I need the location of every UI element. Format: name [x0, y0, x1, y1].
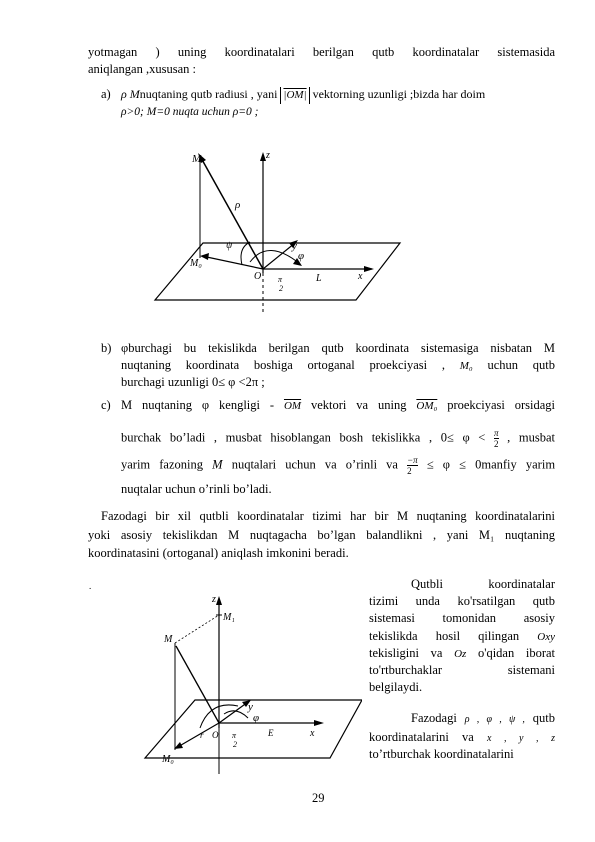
m0-symbol: M₀	[459, 360, 473, 372]
dot-mark: .	[89, 581, 92, 591]
m-to-m1	[175, 615, 219, 643]
fig1-label-two: 2	[279, 284, 283, 293]
right-line-9	[369, 729, 555, 747]
neg-pi-over-2-fraction	[407, 455, 418, 476]
para2-line-1: Fazodagi bir xil qutbli koordinatalar tizimi har bir M nuqtaning koordinatalarini	[101, 509, 555, 523]
om0-vector-symbol: OM₀	[416, 400, 438, 412]
frac-den-2: 2	[407, 466, 412, 476]
frac-num-2: −π	[407, 455, 418, 465]
fig2-label-m1: M₁	[223, 612, 235, 623]
fig2-label-o: O	[212, 730, 219, 740]
right-line-1: Qutbli koordinatalar	[411, 577, 555, 591]
fig2-label-e: E	[268, 728, 274, 738]
item-c-text-h: ≤ φ ≤ 0manfiy yarim	[426, 457, 556, 472]
fig2-label-y: y	[248, 701, 253, 713]
page-number: 29	[312, 791, 325, 805]
fig1-label-rho: ρ	[235, 199, 241, 211]
item-b-marker: b)	[101, 341, 112, 355]
right-line-8-text: Fazodagi	[411, 711, 457, 725]
x-axis-arrow-2	[314, 720, 324, 726]
item-c-text-c: proekciyasi orsidagi	[447, 398, 556, 412]
base-plane-2	[145, 700, 362, 758]
item-b-text-b: uchun qutb	[487, 358, 556, 372]
fig2-label-m: M	[164, 634, 173, 645]
fig1-label-l: L	[316, 273, 322, 284]
fig2-label-x: x	[310, 728, 315, 739]
y-axis	[263, 243, 295, 269]
fig1-label-x: x	[358, 271, 363, 282]
right-line-8	[411, 710, 555, 728]
om-vector-2	[176, 646, 219, 723]
frac-den: 2	[493, 439, 499, 449]
fig1-label-psi: ψ	[226, 240, 233, 251]
rho-m-symbol: ρ M	[121, 87, 140, 101]
right-line-7: belgilaydi.	[369, 680, 423, 694]
fig2-label-m0: M₀	[162, 754, 174, 765]
figure-polar-coordinates-1	[150, 148, 402, 318]
item-b-line-2	[121, 357, 555, 375]
item-c-line-2	[121, 428, 555, 449]
item-c-line-3	[121, 455, 555, 476]
right-line-3: sistemasi tomonidan asosiy	[369, 611, 555, 625]
coords-symbol: ρ , φ , ψ ,	[464, 714, 525, 725]
fig1-label-pi: π	[278, 275, 283, 284]
figure-polar-coordinates-2	[140, 588, 362, 778]
para2-line-2: yoki asosiy tekislikdan M nuqtagacha bo’lgan balandlikni , yani M₁ nuqtaning	[88, 528, 555, 542]
om-vector-symbol: $\overline{OM}$	[283, 400, 302, 412]
pi-over-2-fraction	[494, 428, 499, 449]
frac-num: π	[493, 428, 499, 438]
fig2-label-phi: φ	[253, 712, 260, 724]
item-c-line-1	[121, 397, 555, 415]
item-a-line-1	[121, 86, 485, 104]
item-c-marker: c)	[101, 398, 111, 412]
om-vector-norm: |OM|	[280, 87, 309, 104]
item-c-text-e: , musbat	[507, 430, 556, 445]
right-line-5-tail: o'qidan iborat	[477, 646, 556, 660]
fig1-label-m: M	[192, 153, 202, 165]
fig2-label-pi: π	[232, 731, 237, 740]
z-axis-arrow-2	[216, 596, 222, 605]
x-axis-arrow	[364, 266, 374, 272]
item-c-line-4: nuqtalar uchun o’rinli bo’ladi.	[121, 482, 272, 496]
right-line-4	[369, 628, 555, 646]
item-a-line-2: ρ>0; M=0 nuqta uchun ρ=0 ;	[121, 106, 259, 118]
right-line-5	[369, 645, 555, 663]
xyz-symbol: x , y , z	[487, 733, 555, 744]
item-c-text-g: nuqtalari uchun va o’rinli va	[231, 457, 398, 472]
fig2-label-z: z	[212, 594, 216, 605]
item-b-text-a: nuqtaning koordinata boshiga ortoganal proekciyasi ,	[121, 358, 445, 372]
intro-line-1: yotmagan ) uning koordinatalari berilgan qutb koordinatalar sistemasida	[88, 45, 555, 59]
psi-arc	[241, 242, 250, 265]
right-line-8-tail: qutb	[532, 711, 555, 725]
intro-line-2: aniqlangan ,xususan :	[88, 62, 196, 76]
right-line-5-text: tekisligini va	[369, 646, 443, 660]
oz-symbol: Oz	[454, 648, 467, 660]
right-line-4-text: tekislikda hosil qilingan	[369, 629, 520, 643]
m-symbol: M	[212, 457, 223, 472]
fig1-label-y: y	[292, 240, 297, 252]
para2-line-3: koordinatasini (ortoganal) aniqlash imkonini beradi.	[88, 546, 349, 560]
right-line-6: to'rtburchaklar sistemani	[369, 663, 555, 677]
fig2-label-two: 2	[233, 740, 237, 749]
fig2-label-r: r	[200, 730, 204, 740]
om-vector	[200, 156, 263, 269]
item-c-text-a: M nuqtaning φ kengligi -	[121, 398, 275, 412]
item-c-text-b: vektori va uning	[310, 398, 407, 412]
item-c-text-d: burchak bo’ladi , musbat hisoblangan bosh tekislikka , 0≤ φ <	[121, 430, 486, 445]
fig1-label-m0: M₀	[190, 258, 202, 269]
item-a-text-1: nuqtaning qutb radiusi , yani	[139, 87, 278, 101]
right-line-9-text: koordinatalarini va	[369, 730, 474, 744]
fig1-label-phi: φ	[298, 250, 305, 262]
phi-arc	[250, 250, 300, 264]
item-a-marker: a)	[101, 87, 111, 101]
right-line-10: to’rtburchak koordinatalarini	[369, 747, 514, 761]
item-c-text-f: yarim fazoning	[121, 457, 204, 472]
item-b-line-1: φburchagi bu tekislikda berilgan qutb koordinata sistemasiga nisbatan M	[121, 341, 555, 355]
right-line-2: tizimi unda ko'rsatilgan qutb	[369, 594, 555, 608]
item-a-text-2: vektorning uzunligi ;bizda har doim	[312, 87, 486, 101]
fig1-label-o: O	[254, 271, 262, 282]
fig1-label-z: z	[266, 150, 270, 161]
item-b-line-3: burchagi uzunligi 0≤ φ <2π ;	[121, 375, 265, 389]
oxy-symbol: Oxy	[537, 631, 555, 643]
